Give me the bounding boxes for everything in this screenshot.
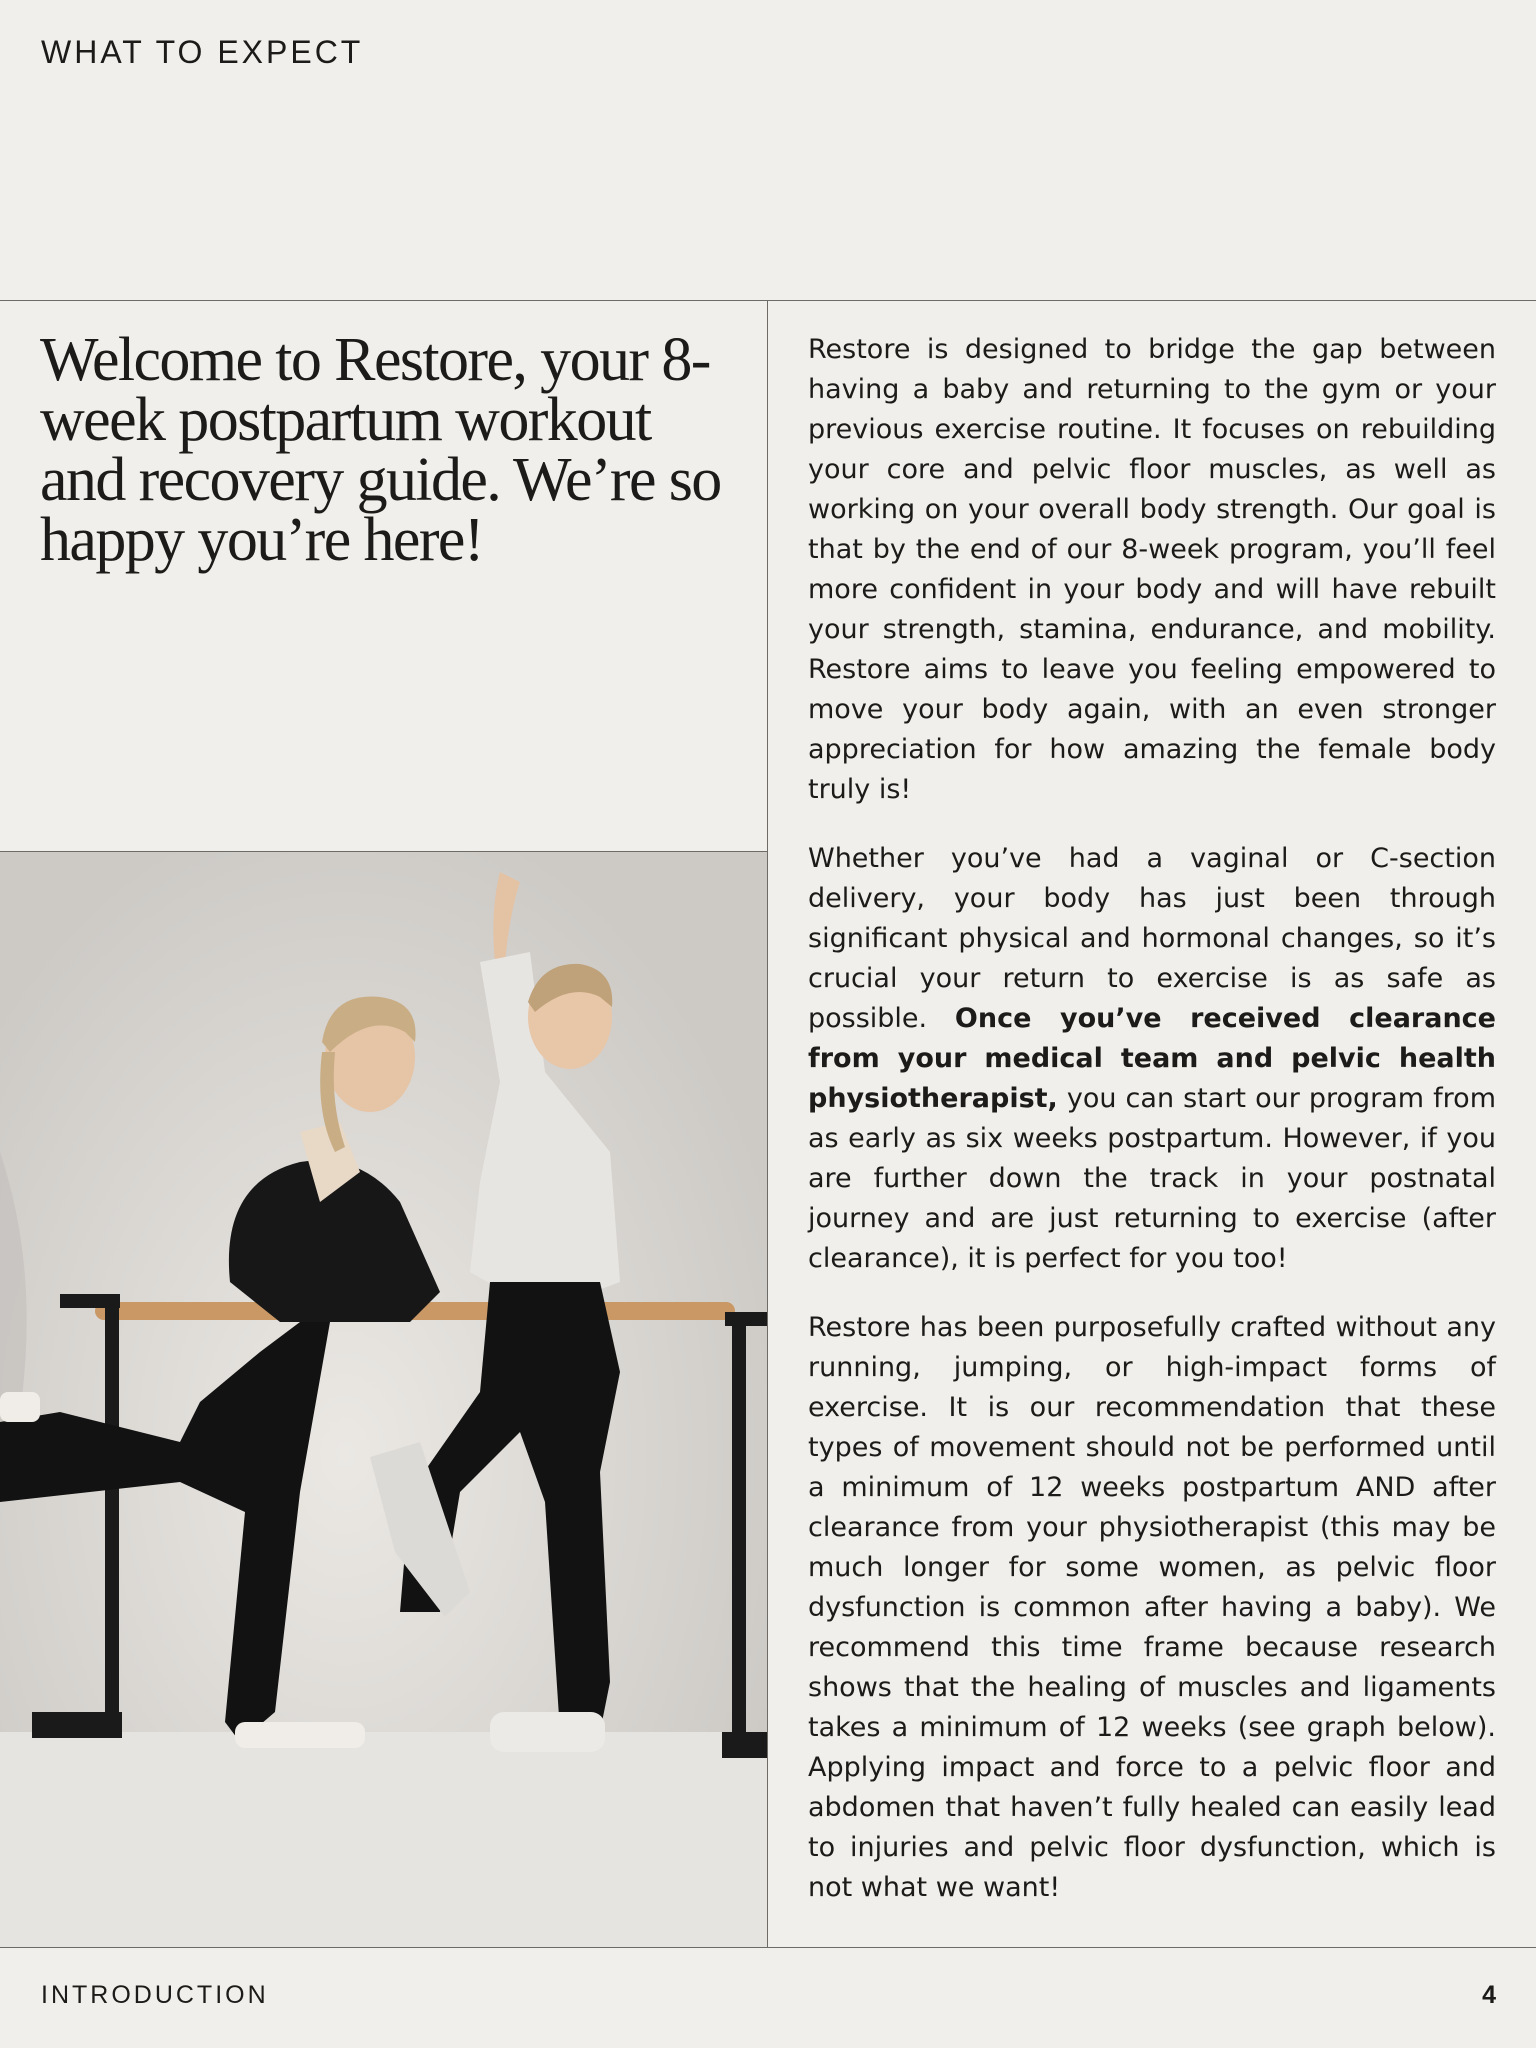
paragraph-clearance-end: you can start our program from as early as six weeks postpartum. However, if you are further down the track in your postnatal journey and are just returning to exercise (after clearance), it is perfect for you too!: [808, 1083, 1496, 1274]
section-header: WHAT TO EXPECT: [41, 34, 364, 70]
top-divider: [0, 300, 1536, 301]
column-divider: [767, 300, 768, 1947]
paragraph-intro: Restore is designed to bridge the gap between having a baby and returning to the gym or your previous exercise routine. It focuses on rebuilding your core and pelvic floor muscles, as well as working on your overall body strength. Our goal is that by the end of our 8-week program, you’ll feel more confident in your body and will have rebuilt your strength, stamina, endurance, and mobility. Restore aims to leave you feeling empowered to move your body again, with an even stronger appreciation for how amazing the female body truly is!: [808, 334, 1496, 805]
body-text: [808, 330, 1496, 1937]
paragraph-clearance-start: Whether you’ve had a vaginal or C-section delivery, your body has just been through significant physical and hormonal changes, so it’s crucial your return to exercise is as safe as possible.: [808, 843, 1496, 1034]
welcome-heading: Welcome to Restore, your 8-week postpartum workout and recovery guide. We’re so happy you’re here!: [40, 326, 721, 574]
paragraph-no-impact: Restore has been purposefully crafted without any running, jumping, or high-impact forms of exercise. It is our recommendation that these types of movement should not be performed until a minimum of 12 weeks postpartum AND after clearance from your physiotherapist (this may be much longer for some women, as pelvic floor dysfunction is common after having a baby). We recommend this time frame because research shows that the healing of muscles and ligaments takes a minimum of 12 weeks (see graph below). Applying impact and force to a pelvic floor and abdomen that haven’t fully healed can easily lead to injuries and pelvic floor dysfunction, which is not what we want!: [808, 1312, 1496, 1903]
paragraph-clearance: [808, 839, 1496, 1279]
clearance-emphasis: Once you’ve received clearance from your medical team and pelvic health physiotherapist,: [808, 1003, 1496, 1114]
footer-divider: [0, 1947, 1536, 1948]
page-number: 4: [1482, 1981, 1496, 2009]
hero-photo: [0, 852, 767, 1947]
two-women-at-ballet-barre-illustration: [0, 852, 767, 1947]
footer-section-label: INTRODUCTION: [41, 1981, 269, 2009]
